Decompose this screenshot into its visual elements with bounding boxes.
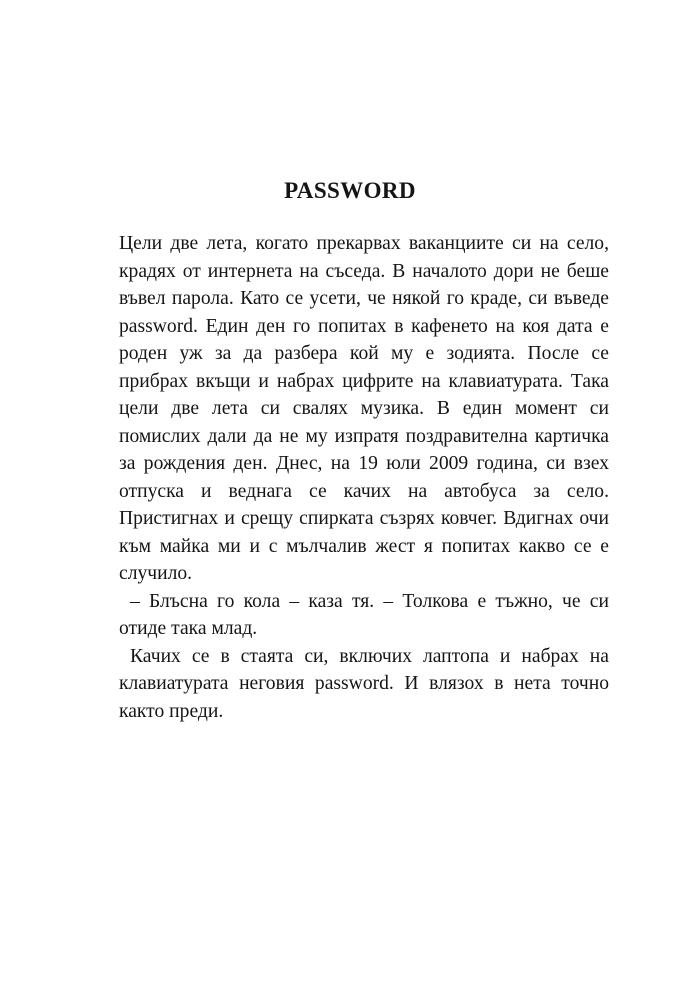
story-title: PASSWORD (284, 178, 416, 203)
paragraph-1: Цели две лета, когато прекарвах ваканциите си на село, крадях от интернета на съседа. В началото дори не беше въвел парола. Като се усети, че някой го краде, си въведе password. Един ден го попитах в кафенето на коя дата е роден уж за да разбера кой му е зодията. После се прибрах вкъщи и набрах цифрите на клавиатурата. Така цели две лета си свалях музика. В един момент си помислих дали да не му изпратя поздравителна картичка за рождения ден. Днес, на 19 юли 2009 година, си взех отпуска и веднага се качих на автобуса за село. Пристигнах и срещу спирката съзрях ковчег. Вдигнах очи към майка ми и с мълчалив жест я попитах какво се е случило. (119, 233, 609, 584)
story-body (119, 230, 609, 725)
paragraph-3: Качих се в стаята си, включих лаптопа и набрах на клавиатурата неговия password. И влязох в нета точно както преди. (119, 645, 609, 722)
paragraph-2-dialogue: – Блъсна го кола – каза тя. – Толкова е тъжно, че си отиде така млад. (119, 590, 609, 639)
